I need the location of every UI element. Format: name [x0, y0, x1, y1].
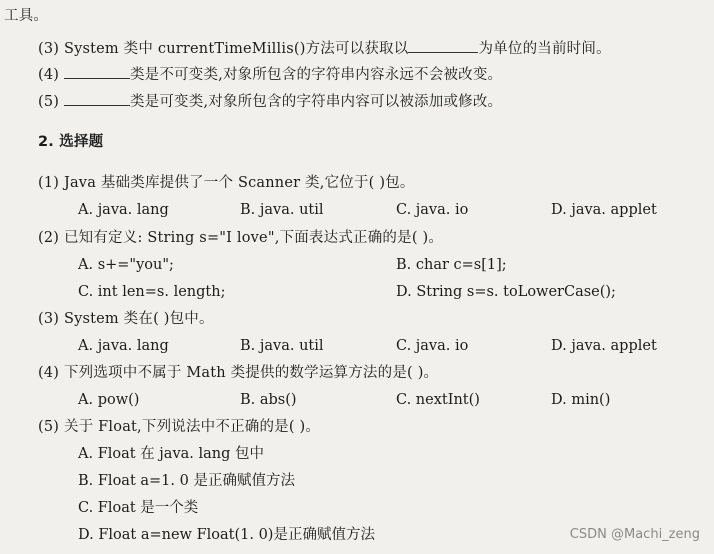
q1-option-c: C. java. io [396, 202, 469, 218]
q3-option-c: C. java. io [396, 338, 469, 354]
question-4-number: (4) [38, 365, 60, 381]
fill-question-4 [38, 64, 502, 85]
answer-blank [64, 64, 130, 79]
q3-option-b: B. java. util [240, 338, 324, 354]
question-2 [38, 228, 443, 248]
q1-option-a: A. java. lang [78, 202, 169, 218]
answer-blank [408, 38, 478, 53]
q2-option-a: A. s+="you"; [78, 257, 174, 273]
question-4 [38, 363, 438, 383]
q5-option-a: A. Float 在 java. lang 包中 [78, 446, 265, 462]
q3-option-d: D. java. applet [551, 338, 657, 354]
question-5-number: (5) [38, 419, 60, 435]
fill-question-3-number: (3) [38, 41, 60, 57]
watermark: CSDN @Machi_zeng [569, 527, 700, 542]
q4-option-c: C. nextInt() [396, 392, 480, 408]
answer-blank [64, 91, 130, 106]
q5-option-d: D. Float a=new Float(1. 0)是正确赋值方法 [78, 527, 375, 543]
question-3-text: System 类在( )包中。 [63, 311, 214, 327]
fill-question-4-number: (4) [38, 67, 60, 83]
section-title: 2. 选择题 [38, 134, 104, 150]
prev-text-tail: 工具。 [4, 8, 49, 24]
question-5 [38, 417, 320, 437]
q4-option-d: D. min() [551, 392, 611, 408]
q2-option-b: B. char c=s[1]; [396, 257, 507, 273]
question-5-text: 关于 Float,下列说法中不正确的是( )。 [63, 419, 321, 435]
q2-option-d: D. String s=s. toLowerCase(); [396, 284, 616, 300]
question-1-text: Java 基础类库提供了一个 Scanner 类,它位于( )包。 [63, 175, 415, 191]
question-3-number: (3) [38, 311, 60, 327]
q5-option-b: B. Float a=1. 0 是正确赋值方法 [78, 473, 295, 489]
q3-option-a: A. java. lang [78, 338, 169, 354]
q5-option-c: C. Float 是一个类 [78, 500, 199, 516]
fill-question-5 [38, 91, 502, 112]
question-3 [38, 309, 214, 329]
question-1-number: (1) [38, 175, 60, 191]
q2-option-c: C. int len=s. length; [78, 284, 226, 300]
fill-question-3-pre: System 类中 currentTimeMillis()方法可以获取以 [63, 41, 409, 57]
fill-question-3 [38, 38, 611, 59]
question-1 [38, 173, 415, 193]
fill-question-5-number: (5) [38, 94, 60, 110]
q1-option-d: D. java. applet [551, 202, 657, 218]
q1-option-b: B. java. util [240, 202, 324, 218]
question-4-text: 下列选项中不属于 Math 类提供的数学运算方法的是( )。 [63, 365, 439, 381]
fill-question-4-post: 类是不可变类,对象所包含的字符串内容永远不会被改变。 [129, 67, 503, 83]
question-2-number: (2) [38, 230, 60, 246]
fill-question-3-post: 为单位的当前时间。 [478, 41, 611, 57]
fill-question-5-post: 类是可变类,对象所包含的字符串内容可以被添加或修改。 [129, 94, 503, 110]
q4-option-a: A. pow() [78, 392, 140, 408]
q4-option-b: B. abs() [240, 392, 297, 408]
question-2-text: 已知有定义: String s="I love",下面表达式正确的是( )。 [63, 230, 444, 246]
